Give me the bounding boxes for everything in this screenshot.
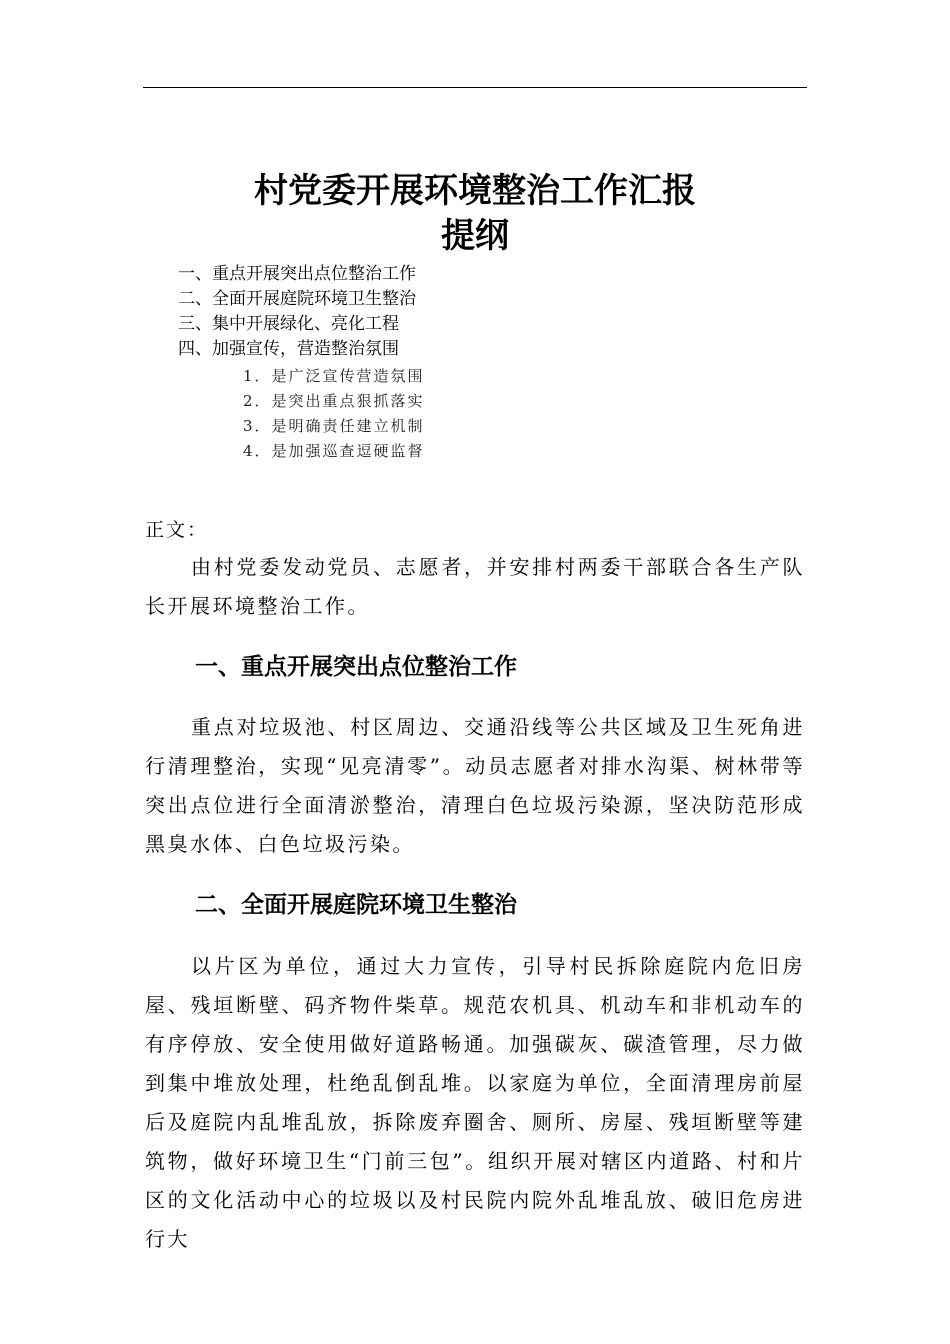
section-heading-2: 二、全面开展庭院环境卫生整治 xyxy=(195,892,517,918)
document-title-line2: 提纲 xyxy=(441,216,509,256)
outline-subitem: 4．是加强巡查逗硬监督 xyxy=(243,442,425,460)
section-heading-1: 一、重点开展突出点位整治工作 xyxy=(195,654,517,680)
outline-subitem: 1．是广泛宣传营造氛围 xyxy=(243,367,425,385)
section-paragraph-2: 以片区为单位，通过大力宣传，引导村民拆除庭院内危旧房屋、残垣断壁、码齐物件柴草。规范农机具、机动车和非机动车的有序停放、安全使用做好道路畅通。加强碳灰、碳渣管理，尽力做到集中堆放处理，杜绝乱倒乱堆。以家庭为单位，全面清理房前屋后及庭院内乱堆乱放，拆除废弃圈舍、厕所、房屋、残垣断壁等建筑物，做好环境卫生“门前三包”。组织开展对辖区内道路、村和片区的文化活动中心的垃圾以及村民院内院外乱堆乱放、破旧危房进行大 xyxy=(145,954,805,1251)
outline-item: 三、集中开展绿化、亮化工程 xyxy=(178,314,399,334)
outline-item: 二、全面开展庭院环境卫生整治 xyxy=(178,289,416,309)
outline-item: 一、重点开展突出点位整治工作 xyxy=(178,264,416,284)
intro-paragraph: 由村党委发动党员、志愿者，并安排村两委干部联合各生产队长开展环境整治工作。 xyxy=(145,555,805,618)
outline-subitem-list xyxy=(243,364,425,464)
section-paragraph-1: 重点对垃圾池、村区周边、交通沿线等公共区域及卫生死角进行清理整治，实现“见亮清零”。动员志愿者对排水沟渠、树林带等突出点位进行全面清淤整治，清理白色垃圾污染源，坚决防范形成黑臭水体、白色垃圾污染。 xyxy=(145,715,805,856)
outline-subitem: 2．是突出重点狠抓落实 xyxy=(243,392,425,410)
outline-item: 四、加强宣传，营造整治氛围 xyxy=(178,339,399,359)
outline-list xyxy=(178,262,416,362)
body-label: 正文： xyxy=(145,519,209,541)
outline-subitem: 3．是明确责任建立机制 xyxy=(243,417,425,435)
document-title: 村党委开展环境整治工作汇报 xyxy=(254,171,696,211)
header-rule xyxy=(143,87,807,88)
